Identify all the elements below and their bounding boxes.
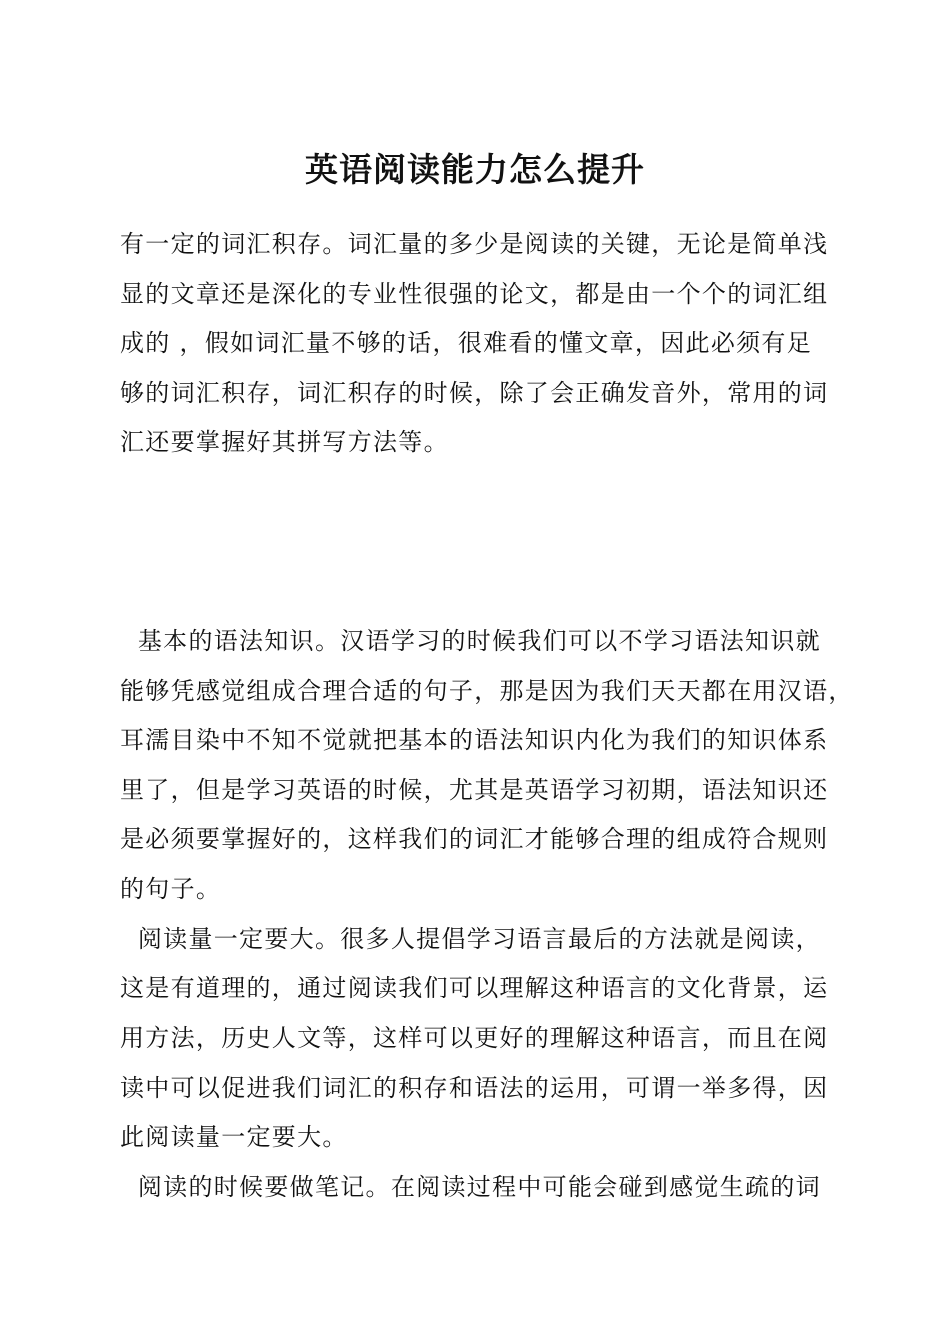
document-title: 英语阅读能力怎么提升 (305, 150, 645, 189)
paragraph-4-line-1: 阅读的时候要做笔记。在阅读过程中可能会碰到感觉生疏的词 (120, 1173, 821, 1201)
paragraph-1-line-1: 有一定的词汇积存。词汇量的多少是阅读的关键，无论是简单浅 (120, 230, 829, 258)
paragraph-2-line-6: 的句子。 (120, 875, 222, 903)
paragraph-2-line-4: 里了，但是学习英语的时候，尤其是英语学习初期，语法知识还 (120, 776, 829, 804)
paragraph-3-line-4: 读中可以促进我们词汇的积存和语法的运用，可谓一举多得，因 (120, 1074, 829, 1102)
paragraph-2-line-1: 基本的语法知识。汉语学习的时候我们可以不学习语法知识就 (120, 627, 821, 655)
paragraph-3-line-5: 此阅读量一定要大。 (120, 1123, 348, 1151)
paragraph-2-line-2: 能够凭感觉组成合理合适的句子，那是因为我们天天都在用汉语， (120, 677, 854, 705)
paragraph-2-line-5: 是必须要掌握好的，这样我们的词汇才能够合理的组成符合规则 (120, 825, 829, 853)
paragraph-3-line-2: 这是有道理的，通过阅读我们可以理解这种语言的文化背景，运 (120, 974, 829, 1002)
paragraph-3-line-1: 阅读量一定要大。很多人提倡学习语言最后的方法就是阅读， (120, 925, 821, 953)
paragraph-1-line-5: 汇还要掌握好其拼写方法等。 (120, 428, 449, 456)
paragraph-1-line-3: 成的 ，假如词汇量不够的话，很难看的懂文章，因此必须有足 (120, 329, 813, 357)
paragraph-2-line-3: 耳濡目染中不知不觉就把基本的语法知识内化为我们的知识体系 (120, 726, 829, 754)
paragraph-1-line-2: 显的文章还是深化的专业性很强的论文，都是由一个个的词汇组 (120, 280, 829, 308)
paragraph-3-line-3: 用方法，历史人文等，这样可以更好的理解这种语言，而且在阅 (120, 1024, 829, 1052)
paragraph-1-line-4: 够的词汇积存，词汇积存的时候，除了会正确发音外，常用的词 (120, 379, 829, 407)
